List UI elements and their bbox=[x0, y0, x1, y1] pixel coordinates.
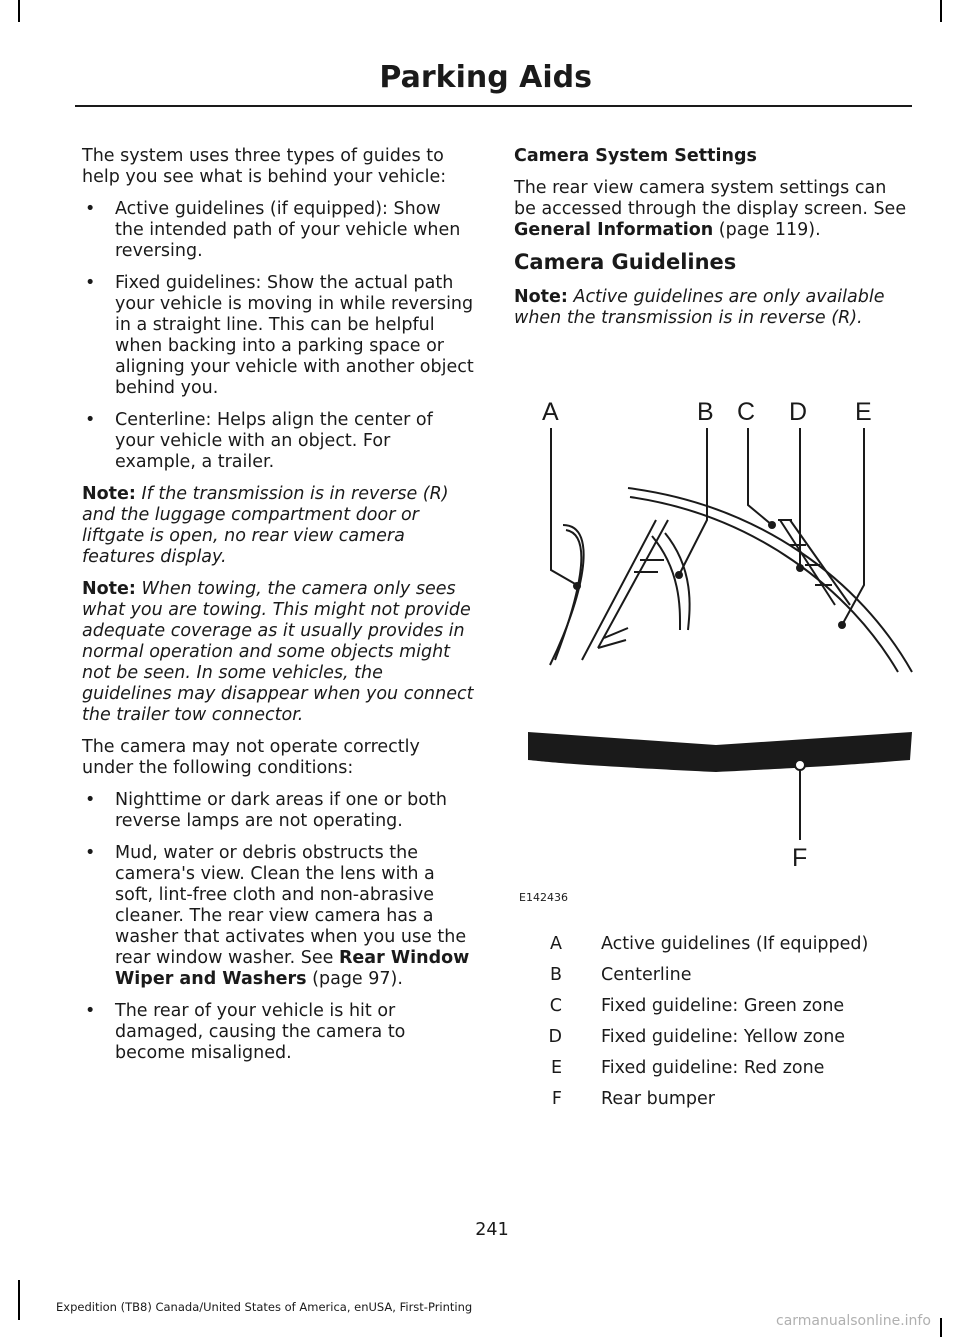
guide-bullet-active: • Active guidelines (if equipped): Show the intended path of your vehicle when reversing. bbox=[82, 199, 474, 262]
fixed-guideline-left-mark-1 bbox=[634, 560, 664, 572]
rear-bumper bbox=[528, 732, 912, 772]
crop-mark-top-left bbox=[18, 0, 20, 22]
condition-bullet-mud bbox=[82, 843, 474, 990]
page-number: 241 bbox=[475, 1220, 509, 1240]
settings-paragraph bbox=[514, 178, 909, 241]
label-f: F bbox=[792, 844, 808, 872]
page-reference: (page 97). bbox=[306, 969, 403, 989]
legend-label: Rear bumper bbox=[601, 1088, 715, 1109]
figure-legend bbox=[540, 928, 920, 1114]
legend-row bbox=[540, 990, 920, 1021]
watermark: carmanualsonline.info bbox=[776, 1313, 931, 1329]
intro-paragraph: The system uses three types of guides to help you see what is behind your vehicle: bbox=[82, 146, 447, 187]
legend-row bbox=[540, 928, 920, 959]
legend-label: Fixed guideline: Green zone bbox=[601, 995, 845, 1016]
legend-label: Fixed guideline: Yellow zone bbox=[601, 1026, 846, 1047]
label-a: A bbox=[542, 398, 559, 426]
leader-a bbox=[551, 428, 577, 585]
crop-mark-bottom-left bbox=[18, 1280, 20, 1320]
note-reverse-liftgate bbox=[82, 484, 474, 568]
settings-heading: Camera System Settings bbox=[514, 146, 757, 166]
note-label: Note: bbox=[514, 287, 568, 307]
note-text: Active guidelines are only available when the transmission is in reverse (R). bbox=[514, 287, 885, 328]
legend-label: Active guidelines (If equipped) bbox=[601, 933, 869, 954]
legend-key: B bbox=[549, 964, 562, 985]
legend-key: E bbox=[550, 1057, 562, 1078]
legend-key: C bbox=[549, 995, 562, 1016]
legend-row bbox=[540, 959, 920, 990]
legend-row bbox=[540, 1021, 920, 1052]
leader-b-dot bbox=[675, 571, 683, 579]
condition-text: Mud, water or debris obstructs the camera's view. Clean the lens with a soft, lint-free cloth and non-abrasive cleaner. The rear view camera has a washer that activates when you use the rear window washer. See bbox=[115, 843, 467, 968]
camera-guidelines-illustration bbox=[514, 390, 924, 910]
condition-bullet-dark: • Nighttime or dark areas if one or both reverse lamps are not operating. bbox=[82, 790, 474, 832]
leader-c bbox=[748, 428, 772, 525]
label-d: D bbox=[789, 398, 808, 426]
leader-f-dot bbox=[795, 760, 805, 770]
legend-key: A bbox=[550, 933, 562, 954]
rear-window-wiper-link[interactable]: Rear Window Wiper and Washers bbox=[115, 948, 470, 989]
legend-key: D bbox=[548, 1026, 562, 1047]
note-text: When towing, the camera only sees what you are towing. This might not provide adequate coverage as it usually provides in normal operation and some objects might not be seen. In some vehicles, the guidelines may disappear when you connect the trailer tow connector. bbox=[82, 579, 474, 725]
left-column bbox=[82, 146, 474, 1075]
leader-a-dot bbox=[573, 582, 581, 590]
guide-bullet-centerline: • Centerline: Helps align the center of your vehicle with an object. For example, a trailer. bbox=[82, 410, 474, 473]
label-e: E bbox=[855, 398, 872, 426]
legend-key: F bbox=[551, 1088, 562, 1109]
centerline bbox=[665, 533, 690, 630]
legend-row bbox=[540, 1083, 920, 1114]
label-b: B bbox=[697, 398, 714, 426]
fixed-guideline-arc-inner bbox=[630, 497, 898, 672]
crop-mark-top-right bbox=[940, 0, 942, 22]
crop-mark-bottom-right bbox=[940, 1318, 942, 1337]
guide-bullet-fixed: • Fixed guidelines: Show the actual path your vehicle is moving in while reversing in a straight line. This can be helpful when backing into a parking space or aligning your vehicle with another object behind you. bbox=[82, 273, 474, 399]
general-information-link[interactable]: General Information bbox=[514, 220, 714, 240]
legend-label: Fixed guideline: Red zone bbox=[601, 1057, 825, 1078]
page-title: Parking Aids bbox=[379, 60, 592, 95]
note-label: Note: bbox=[82, 579, 136, 599]
footer-text: Expedition (TB8) Canada/United States of America, enUSA, First-Printing bbox=[56, 1300, 473, 1314]
note-text: If the transmission is in reverse (R) and the luggage compartment door or liftgate is open, no rear view camera features display. bbox=[82, 484, 449, 567]
guidelines-heading: Camera Guidelines bbox=[514, 250, 737, 274]
condition-bullet-damaged: • The rear of your vehicle is hit or damaged, causing the camera to become misaligned. bbox=[82, 1001, 474, 1064]
active-guideline-curve bbox=[550, 525, 584, 665]
figure-code: E142436 bbox=[519, 891, 568, 904]
page-reference: (page 119). bbox=[713, 220, 821, 240]
leader-d-dot bbox=[796, 564, 804, 572]
conditions-intro: The camera may not operate correctly under the following conditions: bbox=[82, 737, 420, 778]
note-label: Note: bbox=[82, 484, 136, 504]
note-towing bbox=[82, 579, 474, 726]
fixed-guideline-arc-outer bbox=[628, 488, 912, 672]
title-divider bbox=[75, 105, 912, 107]
label-c: C bbox=[737, 398, 756, 426]
leader-e-dot bbox=[838, 621, 846, 629]
legend-label: Centerline bbox=[601, 964, 692, 985]
settings-text: The rear view camera system settings can be accessed through the display screen. See bbox=[514, 178, 907, 219]
leader-c-dot bbox=[768, 521, 776, 529]
legend-row bbox=[540, 1052, 920, 1083]
note-active-guidelines bbox=[514, 287, 909, 329]
right-column bbox=[514, 146, 909, 340]
